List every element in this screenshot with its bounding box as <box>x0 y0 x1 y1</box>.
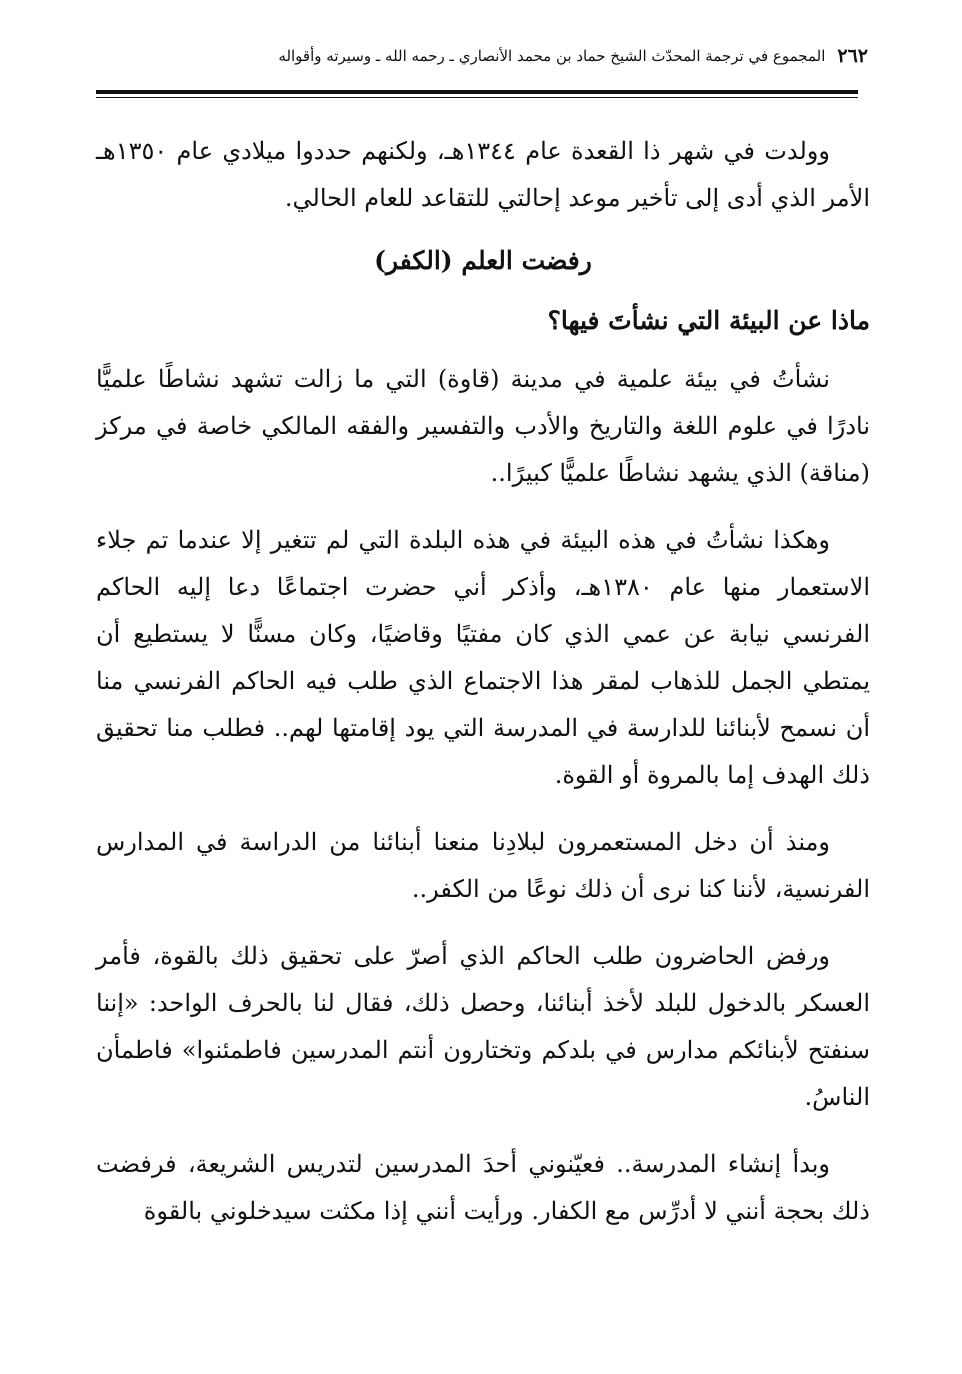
body-text <box>96 128 870 1255</box>
page-number: ٢٦٢ <box>837 45 868 67</box>
header-rule-thin <box>96 97 858 98</box>
header-rule-thick <box>96 90 858 94</box>
paragraph-3: ومنذ أن دخل المستعمرون لبلادِنا منعنا أبنائنا من الدراسة في المدارس الفرنسية، لأننا كنا نرى أن ذلك نوعًا من الكفر.. <box>96 828 870 903</box>
section-title: رفضت العلم (الكفر) <box>374 246 592 275</box>
paragraph-5: وبدأ إنشاء المدرسة.. فعيّنوني أحدَ المدرسين لتدريس الشريعة، فرفضت ذلك بحجة أنني لا أدرِّس مع الكفار. ورأيت أنني إذا مكثت سيدخلوني بالقوة <box>96 1150 870 1225</box>
interview-question: ماذا عن البيئة التي نشأتَ فيها؟ <box>547 306 870 335</box>
running-title: المجموع في ترجمة المحدّث الشيخ حماد بن محمد الأنصاري ـ رحمه الله ـ وسيرته وأقواله <box>278 47 826 65</box>
paragraph-2: وهكذا نشأتُ في هذه البيئة في هذه البلدة التي لم تتغير إلا عندما تم جلاء الاستعمار منها عام ١٣٨٠هـ، وأذكر أني حضرت اجتماعًا دعا إليه الحاكم الفرنسي نيابة عن عمي الذي كان مفتيًا وقاضيًا، وكان مسنًّا لا يستطيع أن يمتطي الجمل للذهاب لمقر هذا الاجتماع الذي طلب فيه الحاكم الفرنسي منا أن نسمح لأبنائنا للدارسة في المدرسة التي يود إقامتها لهم.. فطلب منا تحقيق ذلك الهدف إما بالمروة أو القوة. <box>96 526 871 789</box>
paragraph-4: ورفض الحاضرون طلب الحاكم الذي أصرّ على تحقيق ذلك بالقوة، فأمر العسكر بالدخول للبلد لأخذ أبنائنا، وحصل ذلك، فقال لنا بالحرف الواحد: «إننا سنفتح لأبنائكم مدارس في بلدكم وتختارون أنتم المدرسين فاطمئنوا» فاطمأن الناسُ. <box>96 942 870 1111</box>
page-header <box>150 42 868 70</box>
paragraph-1: نشأتُ في بيئة علمية في مدينة (قاوة) التي ما زالت تشهد نشاطًا علميًّا نادرًا في علوم اللغة والتاريخ والأدب والتفسير والفقه المالكي خاصة في مركز (مناقة) الذي يشهد نشاطًا علميًّا كبيرًا.. <box>96 365 870 487</box>
intro-paragraph: وولدت في شهر ذا القعدة عام ١٣٤٤هـ، ولكنهم حددوا ميلادي عام ١٣٥٠هـ الأمر الذي أدى إلى تأخير موعد إحالتي للتقاعد للعام الحالي. <box>96 137 870 212</box>
